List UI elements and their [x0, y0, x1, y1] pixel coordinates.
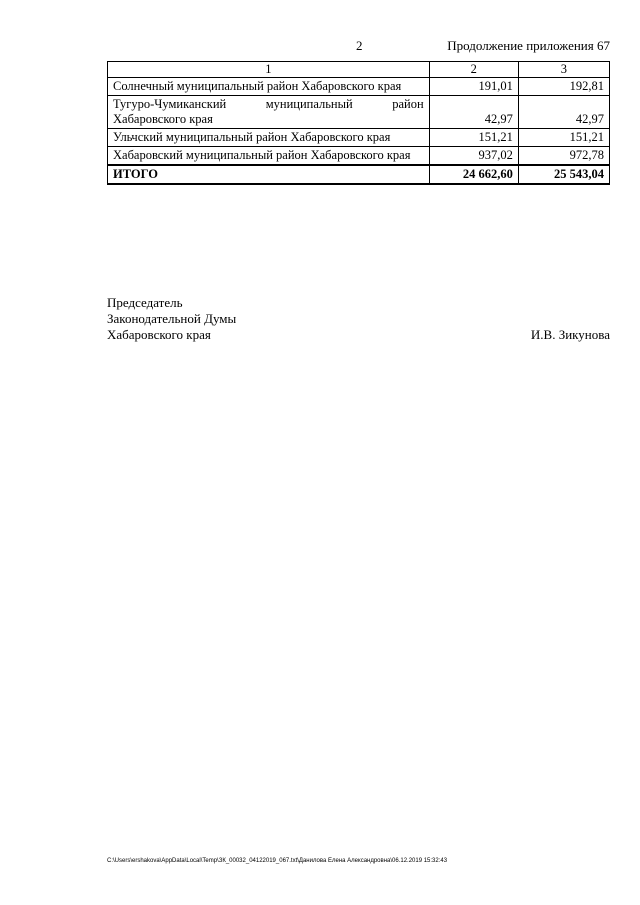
table-row	[108, 129, 610, 147]
column-header-3: 3	[518, 62, 609, 78]
budget-table	[107, 61, 610, 185]
signature-block	[107, 295, 236, 343]
footer-file-path: C:\Users\ershakova\AppData\Local\Temp\ЗК_00032_04122019_067.txt\Данилова Елена Александровна\06.12.2019 15:32:43	[107, 858, 448, 864]
total-label: ИТОГО	[108, 165, 430, 184]
row-value-col3: 42,97	[518, 96, 609, 129]
total-value-col3: 25 543,04	[518, 165, 609, 184]
row-district-name: Тугуро-Чумиканский муниципальный район Хабаровского края	[108, 96, 430, 129]
table-row	[108, 78, 610, 96]
row-district-name: Солнечный муниципальный район Хабаровского края	[108, 78, 430, 96]
table-header-row	[108, 62, 610, 78]
total-value-col2: 24 662,60	[429, 165, 518, 184]
column-header-1: 1	[108, 62, 430, 78]
row-value-col2: 151,21	[429, 129, 518, 147]
table-row	[108, 96, 610, 129]
continuation-heading: Продолжение приложения 67	[447, 38, 610, 53]
total-row	[108, 165, 610, 184]
page-number: 2	[356, 38, 363, 53]
row-value-col2: 191,01	[429, 78, 518, 96]
signature-title-line1: Председатель	[107, 295, 183, 310]
signature-title-line2: Законодательной Думы	[107, 311, 237, 326]
table-row	[108, 147, 610, 166]
signature-title-line3: Хабаровского края	[107, 327, 211, 342]
row-value-col3: 972,78	[518, 147, 609, 166]
row-district-name: Хабаровский муниципальный район Хабаровского края	[108, 147, 430, 166]
row-value-col2: 42,97	[429, 96, 518, 129]
row-district-name: Ульчский муниципальный район Хабаровского края	[108, 129, 430, 147]
row-value-col2: 937,02	[429, 147, 518, 166]
row-value-col3: 151,21	[518, 129, 609, 147]
signatory-name: И.В. Зикунова	[530, 327, 610, 342]
column-header-2: 2	[429, 62, 518, 78]
row-value-col3: 192,81	[518, 78, 609, 96]
